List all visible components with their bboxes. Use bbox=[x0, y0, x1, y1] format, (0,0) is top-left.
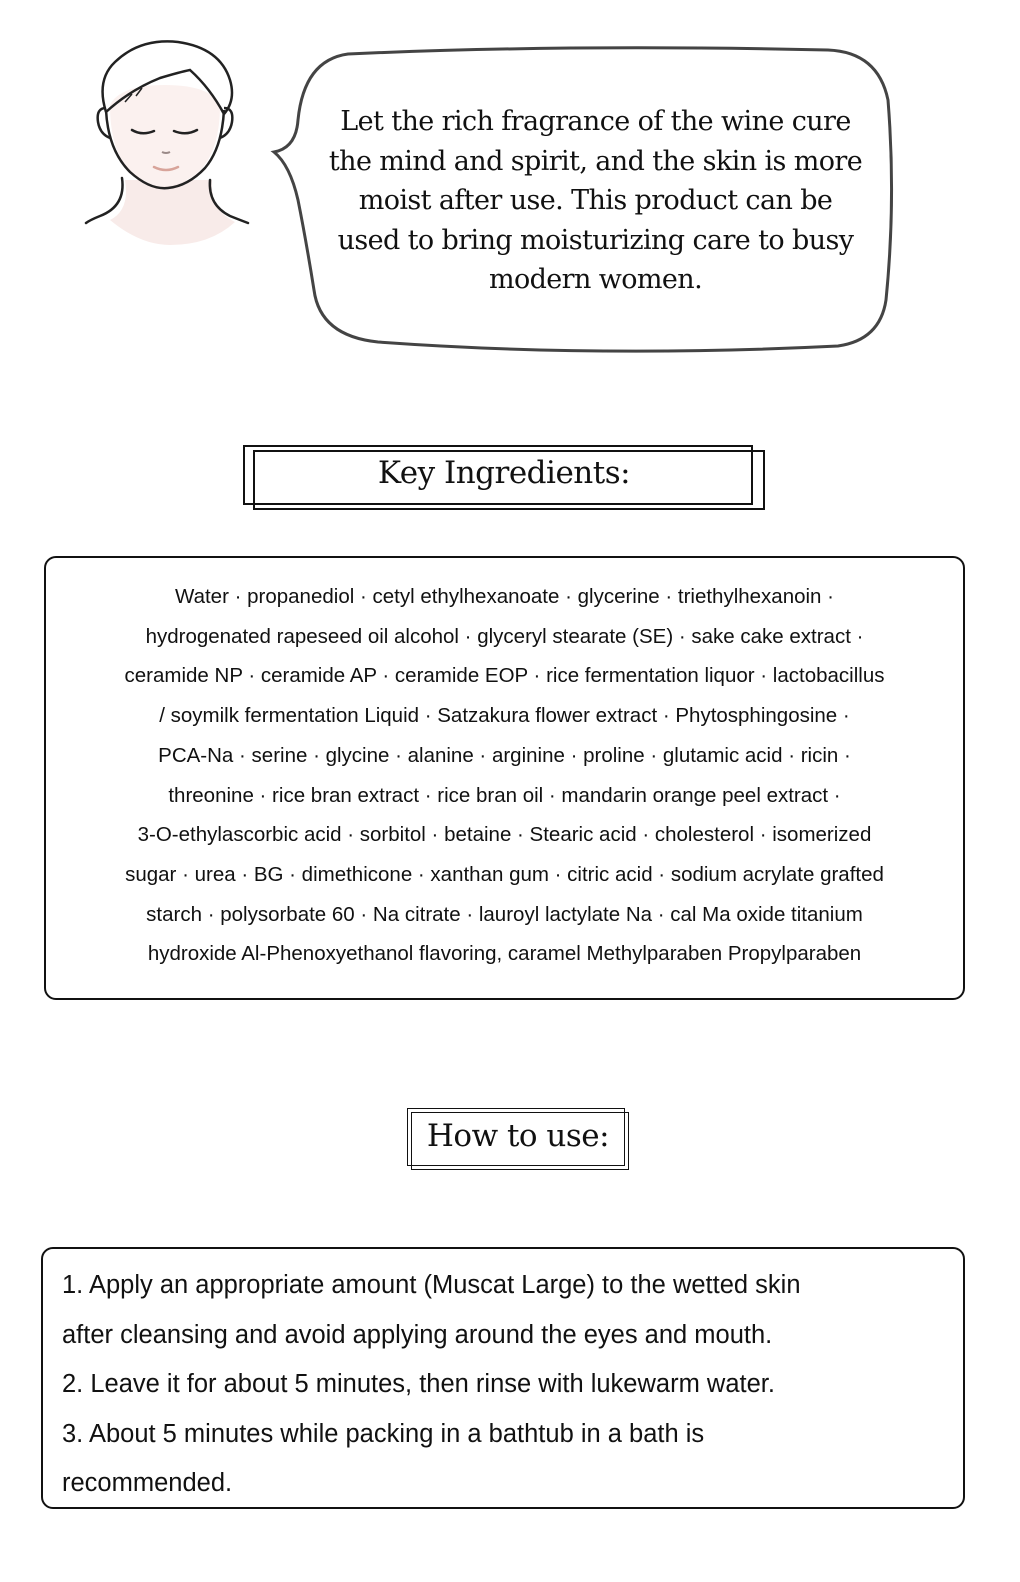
usage-steps bbox=[62, 1261, 943, 1509]
ingredients-line: starch · polysorbate 60 · Na citrate · lauroyl lactylate Na · cal Ma oxide titanium bbox=[146, 902, 863, 926]
usage-instructions-box bbox=[41, 1247, 965, 1509]
woman-face-closed-eyes-icon bbox=[70, 30, 270, 245]
woman-face-illustration bbox=[70, 30, 270, 245]
speech-bubble-text bbox=[308, 102, 883, 300]
speech-bubble-line: the mind and spirit, and the skin is more bbox=[328, 145, 863, 177]
ingredients-line: 3-O-ethylascorbic acid · sorbitol · betaine · Stearic acid · cholesterol · isomerized bbox=[137, 823, 872, 847]
speech-bubble bbox=[268, 40, 908, 370]
ingredients-list bbox=[64, 577, 945, 974]
usage-line: 3. About 5 minutes while packing in a bathtub in a bath is bbox=[62, 1419, 705, 1448]
ingredients-line: ceramide NP · ceramide AP · ceramide EOP · rice fermentation liquor · lactobacillus bbox=[124, 664, 885, 688]
how-to-use-heading-frame bbox=[407, 1108, 629, 1172]
speech-bubble-line: used to bring moisturizing care to busy bbox=[337, 224, 854, 256]
speech-bubble-line: moist after use. This product can be bbox=[358, 185, 833, 216]
ingredients-line: threonine · rice bran extract · rice bran oil · mandarin orange peel extract · bbox=[168, 783, 841, 807]
ingredients-box bbox=[44, 556, 965, 1000]
ingredients-line: hydrogenated rapeseed oil alcohol · glyceryl stearate (SE) · sake cake extract · bbox=[145, 624, 864, 648]
usage-line: 1. Apply an appropriate amount (Muscat Large) to the wetted skin bbox=[62, 1271, 801, 1299]
ingredients-line: / soymilk fermentation Liquid · Satzakura flower extract · Phytosphingosine · bbox=[159, 704, 850, 728]
speech-bubble-line: modern women. bbox=[488, 264, 703, 295]
key-ingredients-heading-frame bbox=[243, 445, 765, 511]
key-ingredients-heading: Key Ingredients: bbox=[377, 455, 631, 491]
usage-line: after cleansing and avoid applying around the eyes and mouth. bbox=[62, 1320, 773, 1349]
usage-line: 2. Leave it for about 5 minutes, then rinse with lukewarm water. bbox=[62, 1370, 775, 1399]
ingredients-line: sugar · urea · BG · dimethicone · xanthan gum · citric acid · sodium acrylate grafted bbox=[125, 862, 884, 886]
ingredients-line: hydroxide Al-Phenoxyethanol flavoring, caramel Methylparaben Propylparaben bbox=[147, 942, 862, 966]
ingredients-line: PCA-Na · serine · glycine · alanine · arginine · proline · glutamic acid · ricin · bbox=[158, 743, 851, 767]
usage-line: recommended. bbox=[62, 1469, 233, 1498]
ingredients-line: Water · propanediol · cetyl ethylhexanoate · glycerine · triethylhexanoin · bbox=[175, 585, 834, 608]
how-to-use-heading: How to use: bbox=[426, 1118, 610, 1154]
speech-bubble-line: Let the rich fragrance of the wine cure bbox=[340, 106, 851, 137]
